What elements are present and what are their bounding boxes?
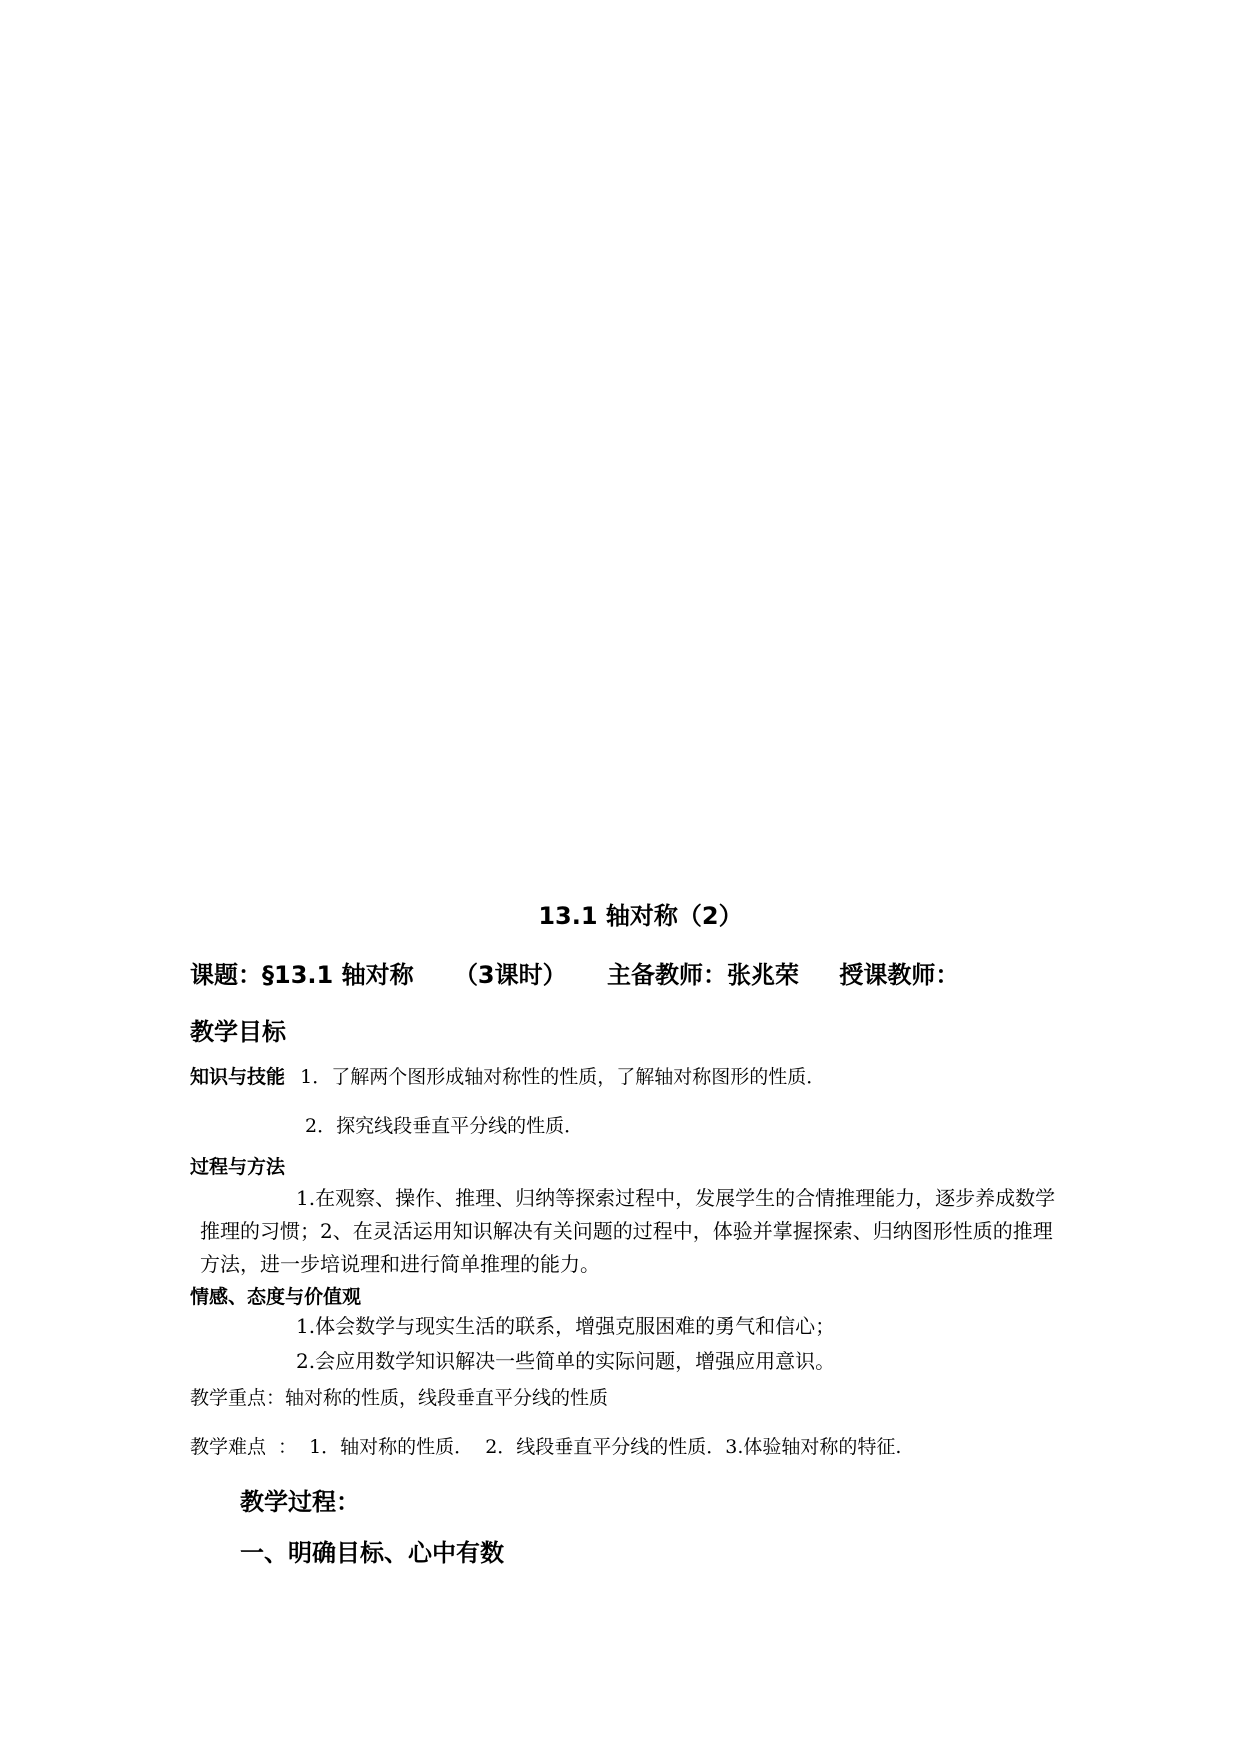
knowledge-item-2: 2．探究线段垂直平分线的性质． — [305, 1115, 584, 1137]
lesson-header — [190, 955, 991, 990]
lead-teacher: 主备教师：张兆荣 — [607, 961, 799, 989]
knowledge-item-1: 1．了解两个图形成轴对称性的性质，了解轴对称图形的性质． — [300, 1066, 826, 1088]
process-paragraph: 1.在观察、操作、推理、归纳等探索过程中，发展学生的合情推理能力，逐步养成数学推理的习惯；2、在灵活运用知识解决有关问题的过程中，体验并掌握探索、归纳图形性质的推理方法，进一步培说理和进行简单推理的能力。 — [200, 1186, 1056, 1276]
section-1-heading: 一、明确目标、心中有数 — [240, 1539, 504, 1567]
lesson-topic: 课题：§13.1 轴对称 — [190, 961, 414, 989]
key-points: 教学重点：轴对称的性质，线段垂直平分线的性质 — [190, 1387, 609, 1409]
emotion-item-1: 1.体会数学与现实生活的联系，增强克服困难的勇气和信心； — [296, 1314, 836, 1338]
goals-heading: 教学目标 — [190, 1018, 286, 1046]
knowledge-label: 知识与技能 — [190, 1066, 286, 1088]
difficulties: 教学难点 ： 1．轴对称的性质． 2．线段垂直平分线的性质．3.体验轴对称的特征. — [190, 1436, 902, 1458]
document-title: 13.1 轴对称（2） — [538, 902, 743, 930]
emotion-label: 情感、态度与价值观 — [190, 1286, 362, 1308]
knowledge-line-1 — [190, 1062, 825, 1089]
teacher: 授课教师： — [839, 961, 960, 989]
process-label: 过程与方法 — [190, 1156, 286, 1178]
process-heading: 教学过程： — [240, 1488, 360, 1516]
lesson-hours: （3课时） — [453, 961, 567, 989]
emotion-item-2: 2.会应用数学知识解决一些简单的实际问题，增强应用意识。 — [296, 1349, 836, 1373]
